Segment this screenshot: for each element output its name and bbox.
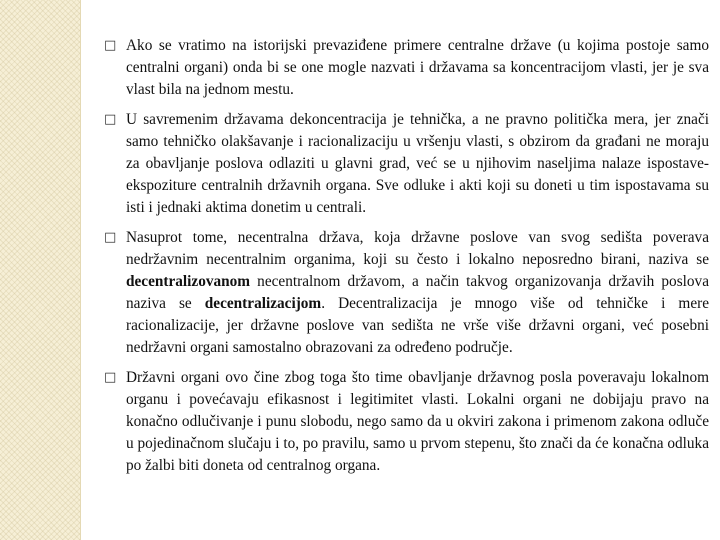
bullet-icon: □ <box>104 370 117 385</box>
paragraph-text <box>126 109 709 219</box>
paragraph-text <box>126 367 709 477</box>
bold-term: decentralizacijom <box>204 295 322 312</box>
list-item <box>104 109 709 219</box>
bullet-icon: □ <box>104 230 117 245</box>
bullet-icon: □ <box>104 38 117 53</box>
list-item <box>104 227 709 359</box>
bullet-list <box>104 35 709 485</box>
paragraph-text <box>126 227 709 359</box>
text-run: Državni organi ovo čine zbog toga što time obavljanje državnog posla poveravaju lokalnom organu i povećavaju efikasnost i legitimitet vlasti. Lokalni organi ne dobijaju pravo na konačno odlučivanje i punu slobodu, nego samo da u okviri zakona i primenom zakona odluče u pojedinačnom slučaju i to, po pravilu, samo u prvom stepenu, što znači da će konačna odluka po žalbi biti doneta od centralnog organa. <box>126 369 709 474</box>
text-run: Ako se vratimo na istorijski prevaziđene primere centralne države (u kojima postoje samo centralni organi) onda bi se one mogle nazvati i državama sa koncentracijom vlasti, jer je sva vlast bila na jednom mestu. <box>126 37 709 98</box>
list-item <box>104 367 709 477</box>
bullet-icon: □ <box>104 112 117 127</box>
bold-term: decentralizovanom <box>126 273 251 290</box>
text-run: Nasuprot tome, necentralna država, koja državne poslove van svog sedišta poverava nedržavnim necentralnim organima, koji su često i lokalno neposredno birani, naziva se <box>126 229 709 268</box>
decorative-side-band <box>0 0 80 540</box>
text-run: necentralnom državom, a način takvog organizovanja državih poslova naziva se <box>126 273 709 312</box>
side-divider <box>80 0 81 540</box>
text-run: U savremenim državama dekoncentracija je tehnička, a ne pravno politička mera, jer znači samo tehničko olakšavanje i racionalizaciju u vršenju vlasti, s obzirom da građani ne moraju za obavljanje poslova odlaziti u glavni grad, već se u njihovim naseljima nalaze ispostave-ekspoziture centralnih državnih organa. Sve odluke i akti koji su doneti u tim ispostavama su isti i jednaki aktima donetim u centrali. <box>126 111 709 216</box>
list-item <box>104 35 709 101</box>
paragraph-text <box>126 35 709 101</box>
text-run: . Decentralizacija je mnogo više od tehničke i mere racionalizacije, jer državne poslove van sedišta ne vrše više državni organi, već posebni nedržavni organi samostalno obrazovani za određeno područje. <box>126 295 709 356</box>
